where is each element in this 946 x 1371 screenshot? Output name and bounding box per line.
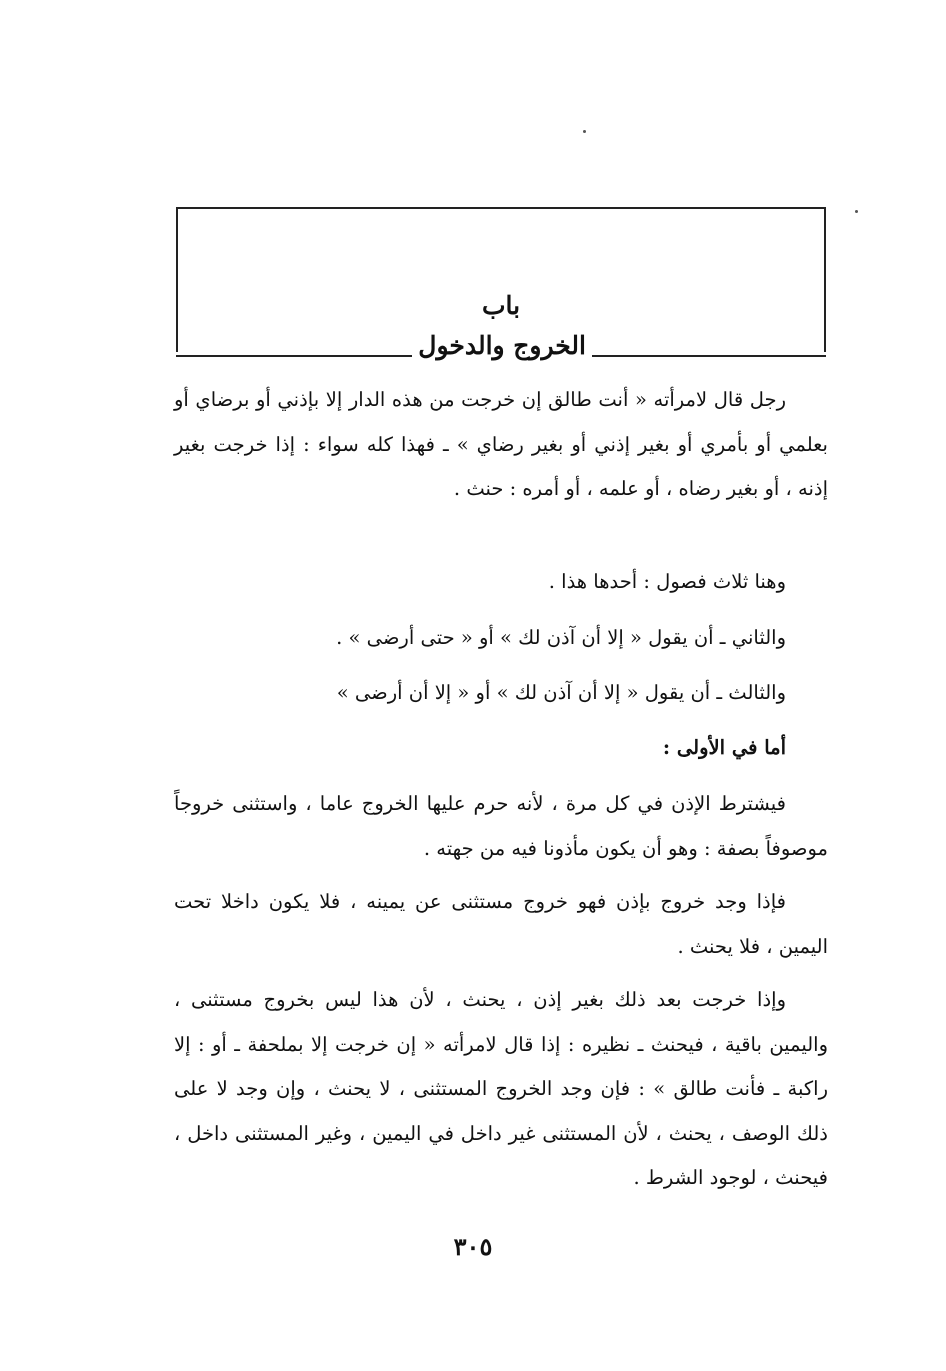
paragraph-1: رجل قال لامرأته « أنت طالق إن خرجت من هذه الدار إلا بإذني أو برضاي أو بعلمي أو بأمري أو بغير إذني أو بغير رضاي » ـ فهذا كله سواء : إذا خرجت بغير إذنه ، أو بغير رضاه ، أو علمه ، أو أمره : حنث . (174, 388, 828, 500)
scan-speck (855, 210, 858, 213)
paragraph-2: وهنا ثلاث فصول : أحدها هذا . (548, 570, 786, 593)
paragraph-6-block (174, 782, 828, 871)
paragraph-3: والثاني ـ أن يقول « إلا أن آذن لك » أو « حتى أرضى » . (336, 626, 786, 649)
paragraph-3-block (174, 616, 828, 661)
paragraph-7: فإذا وجد خروج بإذن فهو خروج مستثنى عن يمينه ، فلا يكون داخلا تحت اليمين ، فلا يحنث . (174, 890, 828, 958)
paragraph-7-block (174, 880, 828, 969)
chapter-word: باب (481, 291, 521, 320)
chapter-header-box (176, 207, 826, 360)
paragraph-2-block (174, 560, 828, 605)
page-number: ٣٠٥ (453, 1232, 493, 1261)
paragraph-1-block (174, 378, 828, 512)
paragraph-4-block (174, 671, 828, 716)
paragraph-8-block (174, 978, 828, 1201)
scan-speck (583, 130, 586, 133)
paragraph-4: والثالث ـ أن يقول « إلا أن آذن لك » أو « إلا أن أرضى » (336, 681, 786, 704)
chapter-title-row (176, 331, 826, 361)
paragraph-6: فيشترط الإذن في كل مرة ، لأنه حرم عليها الخروج عاما ، واستثنى خروجاً موصوفاً بصفة : وهو أن يكون مأذونا فيه من جهته . (174, 792, 828, 860)
section-heading-block (174, 726, 828, 771)
paragraph-8: وإذا خرجت بعد ذلك بغير إذن ، يحنث ، لأن هذا ليس بخروج مستثنى ، واليمين باقية ، فيحنث ـ نظيره : إذا قال لامرأته « إن خرجت إلا بملحفة ـ أو : إلا راكبة ـ فأنت طالق » : فإن وجد الخروج المستثنى ، لا يحنث ، وإن وجد لا على ذلك الوصف ، يحنث ، لأن المستثنى غير داخل في اليمين ، وغير المستثنى داخل ، فيحنث ، لوجود الشرط . (174, 988, 828, 1189)
section-heading: أما في الأولى : (662, 736, 786, 759)
chapter-title: الخروج والدخول (412, 331, 592, 361)
